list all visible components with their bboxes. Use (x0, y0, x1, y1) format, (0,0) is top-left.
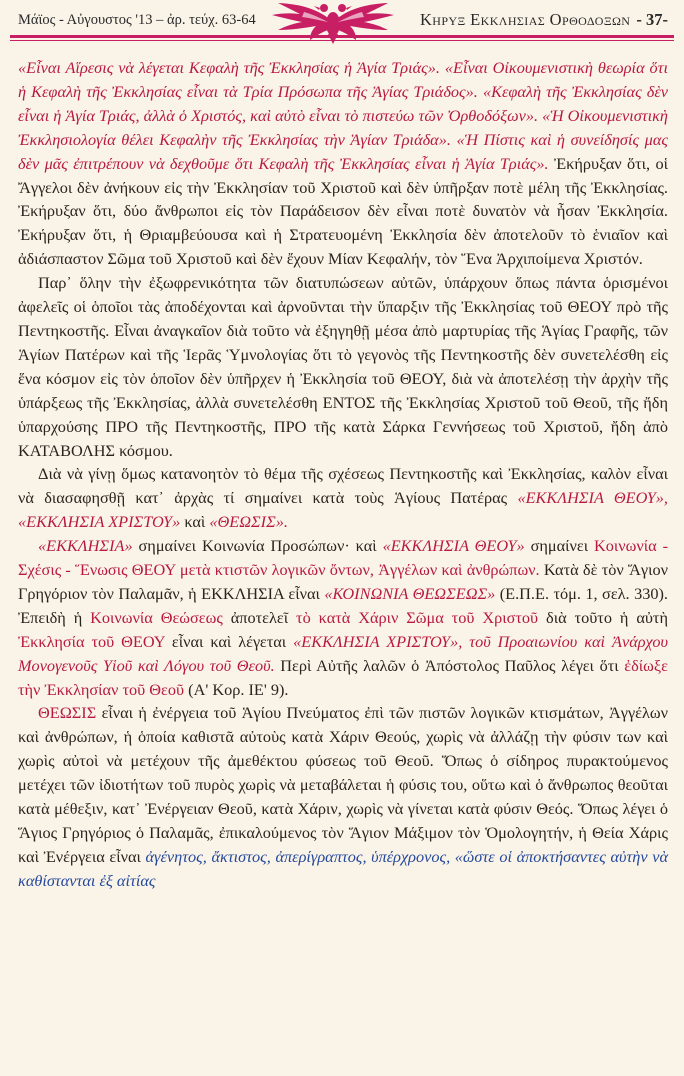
text-segment: Κοινωνία - Σχέσις - Ἕνωσις ΘΕΟΥ μετὰ κτιστῶν λογικῶν ὄντων, Ἀγγέλων καὶ ἀνθρώπων. (18, 536, 669, 580)
text-segment: εἶναι καὶ λέγεται (164, 631, 294, 651)
text-segment: Παρ᾽ ὅλην τὴν ἐξωφρενικότητα τῶν διατυπώσεων αὐτῶν, ὑπάρχουν ὅπως πάντα ὁρισμένοι ἀφελεῖς οἱ ὁποῖοι τὰς ἀποδέχονται καὶ ἀρνοῦνται τὴν ὕπαρξιν τῆς Ἐκκλησίας τοῦ ΘΕΟΥ πρὸ τῆς Πεντηκοστῆς. Εἶναι ἀναγκαῖον διὰ τοῦτο νὰ ἐξηγηθῇ μέσα ἀπὸ μαρτυρίας τῆς Ἁγίας Γραφῆς, τῶν Ἁγίων Πατέρων καὶ τῆς Ἱερᾶς Ὑμνολογίας ὅτι τὸ γεγονὸς τῆς Πεντηκοστῆς δὲν συνετελέσθη εἰς ἕνα κόσμον εἰς τὸν ὁποῖον δὲν ὑπῆρχεν ἡ Ἐκκλησία τοῦ ΘΕΟΥ, διὰ νὰ ἀποτελέσῃ τὴν ἀρχὴν τῆς ὑπάρξεως τῆς Ἐκκλησίας, ἀλλὰ συνετελέσθη ΕΝΤΟΣ τῆς Ἐκκλησίας Χριστοῦ τοῦ Θεοῦ, τῆς ἤδη ὑπαρχούσης ΠΡΟ τῆς Πεντηκοστῆς, ΠΡΟ τῆς κατὰ Σάρκα Γεννήσεως τοῦ Χριστοῦ, ἤδη ἀπὸ ΚΑΤΑΒΟΛΗΣ κόσμου. (18, 273, 668, 460)
text-segment: ἀγένητος, ἄκτιστος, ἀπερίγραπτος, ὑπέρχρονος, «ὥστε οἱ ἀποκτήσαντες αὐτὴν νὰ καθίστανται ἐξ αἰτίας (18, 846, 668, 890)
text-segment: (Α' Κορ. ΙΕ' 9). (184, 679, 289, 699)
text-segment: ἀποτελεῖ (222, 607, 297, 627)
text-segment: σημαίνει (524, 536, 595, 556)
text-segment: Ἐκήρυξαν ὅτι, οἱ Ἄγγελοι δὲν ἀνήκουν εἰς τὴν Ἐκκλησίαν τοῦ Χριστοῦ καὶ δὲν ὑπῆρξαν ποτὲ μέλη τῆς Ἐκκλησίας. Ἐκήρυξαν ὅτι, δύο ἄνθρωποι εἰς τὸν Παράδεισον δὲν εἶναι ποτὲ δυνατὸν νὰ ἦσαν Ἐκκλησία. Ἐκήρυξαν ὅτι, ἡ Θριαμβεύουσα καὶ ἡ Στρατευομένη Ἐκκλησία δὲν ἀποτελοῦν τὸ ἑνιαῖον καὶ ἀδιάσπαστον Σῶμα τοῦ Χριστοῦ καὶ δὲν ἔχουν Μίαν Κεφαλήν, τὸν Ἕνα Ἀρχιποίμενα Χριστόν. (18, 153, 668, 269)
paragraph-2 (18, 271, 668, 462)
text-segment: Ἐκκλησία τοῦ ΘΕΟΥ (18, 631, 165, 651)
paragraph-3 (18, 462, 668, 534)
text-segment: εἶναι ἡ ἐνέργεια τοῦ Ἁγίου Πνεύματος ἐπὶ τῶν πιστῶν λογικῶν κτισμάτων, Ἀγγέλων καὶ ἀνθρώπων, ἡ ὁποία καθιστᾶ αὐτοὺς κατὰ Χάριν Θεούς, χωρὶς νὰ ἀλλάζῃ τὴν φύσιν των καὶ χωρὶς αὐτοὶ νὰ μετέχουν τῆς ἀμεθέκτου φύσεως τοῦ Θεοῦ. Ὅπως ὁ σίδηρος πυρακτούμενος μετέχει τῶν ἰδιοτήτων τοῦ πυρὸς χωρὶς νὰ μεταβάλεται ἡ φύσις του, οὕτω καὶ ὁ ἄνθρωπος θεοῦται κατὰ μέθεξιν, κατ᾽ Ἐνέργειαν Θεοῦ, κατὰ Χάριν, χωρὶς νὰ γίνεται κατὰ φύσιν Θεός. Ὅπως λέγει ὁ Ἅγιος Γρηγόριος ὁ Παλαμᾶς, ἐπικαλούμενος τὸν Ἅγιον Μάξιμον τὸν Ὁμολογητήν, ἡ Θεία Χάρις καὶ Ἐνέργεια εἶναι (18, 703, 668, 866)
text-segment: Κατὰ δὲ τὸν Ἅγιον Γρηγόριον τὸν Παλαμᾶν, ἡ ΕΚΚΛΗΣΙΑ εἶναι (18, 560, 668, 603)
page-header (0, 0, 684, 46)
text-segment: (Ε.Π.Ε. τόμ. 1, σελ. 330). Ἐπειδὴ ἡ (18, 583, 668, 627)
header-rule (10, 35, 674, 38)
text-segment: «Εἶναι Αἵρεσις νὰ λέγεται Κεφαλὴ τῆς Ἐκκλησίας ἡ Ἁγία Τριάς». «Εἶναι Οἰκουμενιστικὴ θεωρία ὅτι ἡ Κεφαλὴ τῆς Ἐκκλησίας εἶναι τὰ Τρία Πρόσωπα τῆς Ἁγίας Τριάδος». «Κεφαλὴ τῆς Ἐκκλησίας δὲν εἶναι ἡ Ἁγία Τριάς, ἀλλὰ ὁ Χριστός, καὶ αὐτὸ εἶναι τὸ πιστεύω τῶν Ὀρθοδόξων». «Ἡ Οἰκουμενιστικὴ Ἐκκλησιολογία θέλει Κεφαλὴν τῆς Ἐκκλησίας τὴν Ἁγίαν Τριάδα». «Ἡ Πίστις καὶ ἡ συνείδησίς μας δὲν μᾶς ἐπιτρέπουν νὰ δεχθοῦμε ὅτι Κεφαλὴ τῆς Ἐκκλησίας εἶναι ἡ Ἁγία Τριάς». (18, 58, 668, 173)
header-rule-thin (10, 40, 674, 41)
page-number: - 37- (636, 10, 668, 29)
text-segment: ΘΕΩΣΙΣ (38, 703, 97, 723)
text-segment: τὸ κατὰ Χάριν Σῶμα τοῦ Χριστοῦ (296, 607, 539, 627)
paragraph-5 (18, 701, 668, 892)
article-body (18, 56, 668, 893)
issue-date-label: Μάϊος - Αὐγουστος '13 – ἀρ. τεύχ. 63-64 (18, 12, 256, 28)
text-segment: Διὰ νὰ γίνῃ ὅμως κατανοητὸν τὸ θέμα τῆς σχέσεως Πεντηκοστῆς καὶ Ἐκκλησίας, καλὸν εἶναι νὰ διασαφησθῇ κατ᾽ ἀρχὰς τί σημαίνει κατὰ τοὺς Ἁγίους Πατέρας (18, 464, 668, 508)
paragraph-4 (18, 534, 668, 701)
text-segment: «ΚΟΙΝΩΝΙΑ ΘΕΩΣΕΩΣ» (324, 583, 496, 603)
text-segment: «ΕΚΚΛΗΣΙΑ» (38, 536, 133, 556)
journal-title: Κηρυξ Εκκλησιας Ορθοδοξων - 37- (419, 10, 668, 29)
text-segment: Περὶ Αὐτῆς λαλῶν ὁ Ἀπόστολος Παῦλος λέγει ὅτι (274, 655, 625, 675)
text-segment: διὰ τοῦτο ἡ αὐτὴ (538, 607, 668, 627)
text-segment: σημαίνει Κοινωνία Προσώπων· καὶ (132, 536, 383, 556)
text-segment: Κοινωνία Θεώσεως (90, 607, 223, 627)
text-segment: «ΕΚΚΛΗΣΙΑ ΘΕΟΥ» (382, 536, 525, 556)
text-segment: ἐδίωξε τὴν Ἐκκλησίαν τοῦ Θεοῦ (18, 655, 668, 699)
paragraph-1 (18, 56, 668, 271)
text-segment: «ΘΕΩΣΙΣ». (209, 512, 288, 532)
text-segment: «ΕΚΚΛΗΣΙΑ ΧΡΙΣΤΟΥ», τοῦ Προαιωνίου καὶ Ἀνάρχου Μονογενοῦς Υἱοῦ καὶ Λόγου τοῦ Θεοῦ. (18, 631, 668, 675)
text-segment: «ΕΚΚΛΗΣΙΑ ΘΕΟΥ», «ΕΚΚΛΗΣΙΑ ΧΡΙΣΤΟΥ» (18, 488, 668, 532)
text-segment: καὶ (180, 512, 210, 532)
